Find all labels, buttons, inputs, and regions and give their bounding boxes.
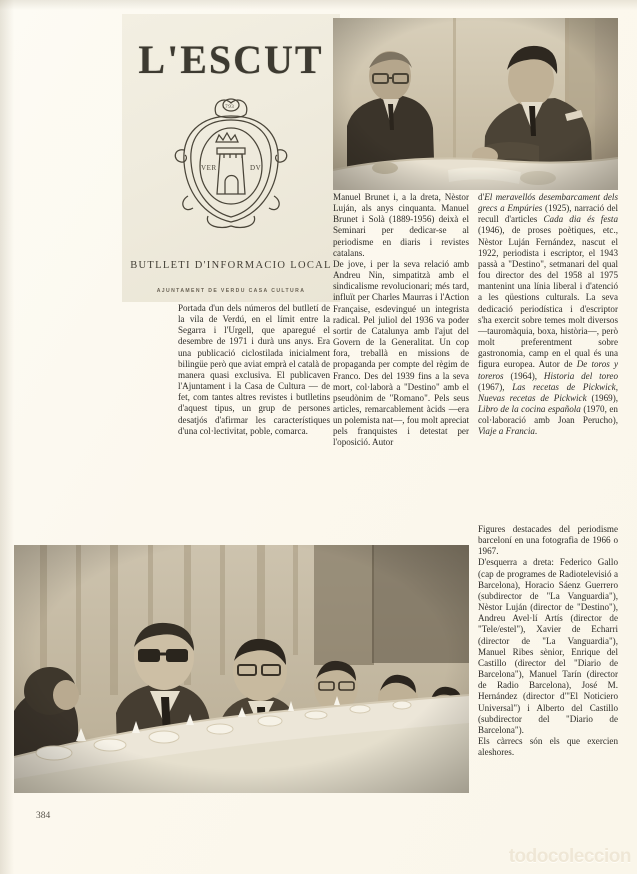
photo-brunet-lujan bbox=[333, 18, 618, 190]
work-title: El meravellós desembarcament dels grecs a Empúries bbox=[478, 192, 618, 214]
text-run: . bbox=[534, 426, 538, 437]
scan-edge-shadow-top bbox=[0, 0, 637, 10]
page-number: 384 bbox=[36, 811, 51, 821]
work-title: Las recetas de Pickwick, Nuevas recetas de Pickwick bbox=[478, 381, 618, 403]
left-text-column bbox=[178, 303, 330, 437]
middle-text-column bbox=[333, 192, 469, 449]
paragraph: De jove, i per la seva relació amb Andreu Nin, simpatitzà amb el sindicalisme revolucionari; més tard, influït per Charles Maurras i l'Action Française, esdevingué un integrista radical. Pel juliol del 1936 va poder sortir de Catalunya amb l'ajut del Govern de la Generalitat. Un cop fora, treballà en missions de propaganda per compte del règim de Franco. Des del 1939 fins a la seva mort, col·laborà a "Destino" amb el pseudònim de "Romano". Pels seus articles, remarcablement àcids —era un polemista nat—, fou molt apreciat pels franquistes i detestat per l'oposició. Autor bbox=[333, 258, 469, 448]
site-watermark: todocoleccion bbox=[508, 846, 631, 867]
work-title: De toros y toreros bbox=[478, 359, 618, 381]
text-run: (1946), de proses poètiques, etc., Nèstor Luján Fernández, nascut el 1922, periodista i escriptor, el 1943 passà a "Destino", setmanari del qual fou director des del 1958 al 1975 mantenint una línia liberal i d'atenció a les qüestions culturals. La seva dedicació periodística i d'escriptor s'ha exercit sobre temes molt diversos —tauromàquia, boxa, història—, però molt preferentment sobre gastronomia, camp en el qual és una figura europea. Autor de bbox=[478, 225, 618, 370]
cover-subtitle: BUTLLETI D'INFORMACIO LOCAL bbox=[130, 260, 332, 271]
coat-of-arms-icon bbox=[168, 92, 294, 232]
right-text-column-bottom bbox=[478, 524, 618, 758]
crest-date: 1793 bbox=[222, 105, 235, 110]
text-run: (1925), narració del recull d'articles bbox=[478, 203, 619, 225]
right-text-column-top bbox=[478, 192, 618, 437]
text-run: d' bbox=[478, 192, 485, 202]
cover-illustration-escut bbox=[122, 14, 340, 302]
photo-banquet-journalists bbox=[14, 545, 469, 793]
work-title: Libro de la cocina española bbox=[478, 403, 581, 414]
text-run: (1969), bbox=[586, 392, 619, 403]
crest-left-letters: VER bbox=[201, 164, 217, 172]
paragraph-with-titles bbox=[478, 192, 618, 437]
cover-title: L'ESCUT bbox=[138, 37, 324, 82]
cover-footer-line: AJUNTAMENT DE VERDU CASA CULTURA bbox=[156, 288, 306, 294]
work-title: Historia del toreo bbox=[543, 370, 618, 381]
work-title: Viaje a Francia bbox=[478, 426, 535, 437]
crest-right-letters: DV bbox=[250, 164, 262, 172]
paragraph: Portada d'un dels números del butlletí de la vila de Verdú, en el límit entre la Segarra i l'Urgell, que aparegué el desembre de 1971 i durà uns anys. Era una publicació ciclostilada inicialment bilingüe però que aviat emprà el català de manera quasi exclusiva. El publicaven l'Ajuntament i la Casa de Cultura — de fet, com tantes altres revistes i butlletins d'aquest tipus, un grup de persones desatjós d'afirmar les característiques d'una col·lectivitat, poble, comarca. bbox=[178, 303, 330, 436]
work-title: Cada dia és festa bbox=[543, 214, 618, 225]
photo-caption-bottom: Figures destacades del periodisme barceloní en una fotografia de 1966 o 1967. bbox=[478, 524, 618, 557]
text-run: (1970, en col·laboració amb Joan Perucho), bbox=[478, 403, 618, 426]
paragraph: Els càrrecs són els que exercien aleshores. bbox=[478, 735, 618, 758]
paragraph: D'esquerra a dreta: Federico Gallo (cap de programes de Radiotelevisió a Barcelona), Horacio Sáenz Guerrero (subdirector de "La Vanguardia"), Nèstor Luján (director de "Destino"), Andreu Avel·lí Artís (director de "Tele/estel"), Xavier de Echarri (director de "La Vanguardia"), Manuel Ribes sènior, Enrique del Castillo (director del "Diario de Barcelona"), Manuel Tarín (director de Radio Barcelona), José M. Hernández (director d'"El Noticiero Universal") i Alberto del Castillo (subdirector del "Diario de Barcelona"). bbox=[478, 557, 618, 735]
text-run: (1964), bbox=[503, 370, 544, 381]
scan-edge-shadow-left bbox=[0, 0, 14, 874]
text-run: (1967), bbox=[478, 381, 513, 392]
photo-caption-top: Manuel Brunet i, a la dreta, Nèstor Luján, als anys cinquanta. Manuel Brunet i Solà (1889-1956) deixà el Seminari per dedicar-se al periodisme en diaris i revistes catalans. bbox=[333, 192, 469, 258]
